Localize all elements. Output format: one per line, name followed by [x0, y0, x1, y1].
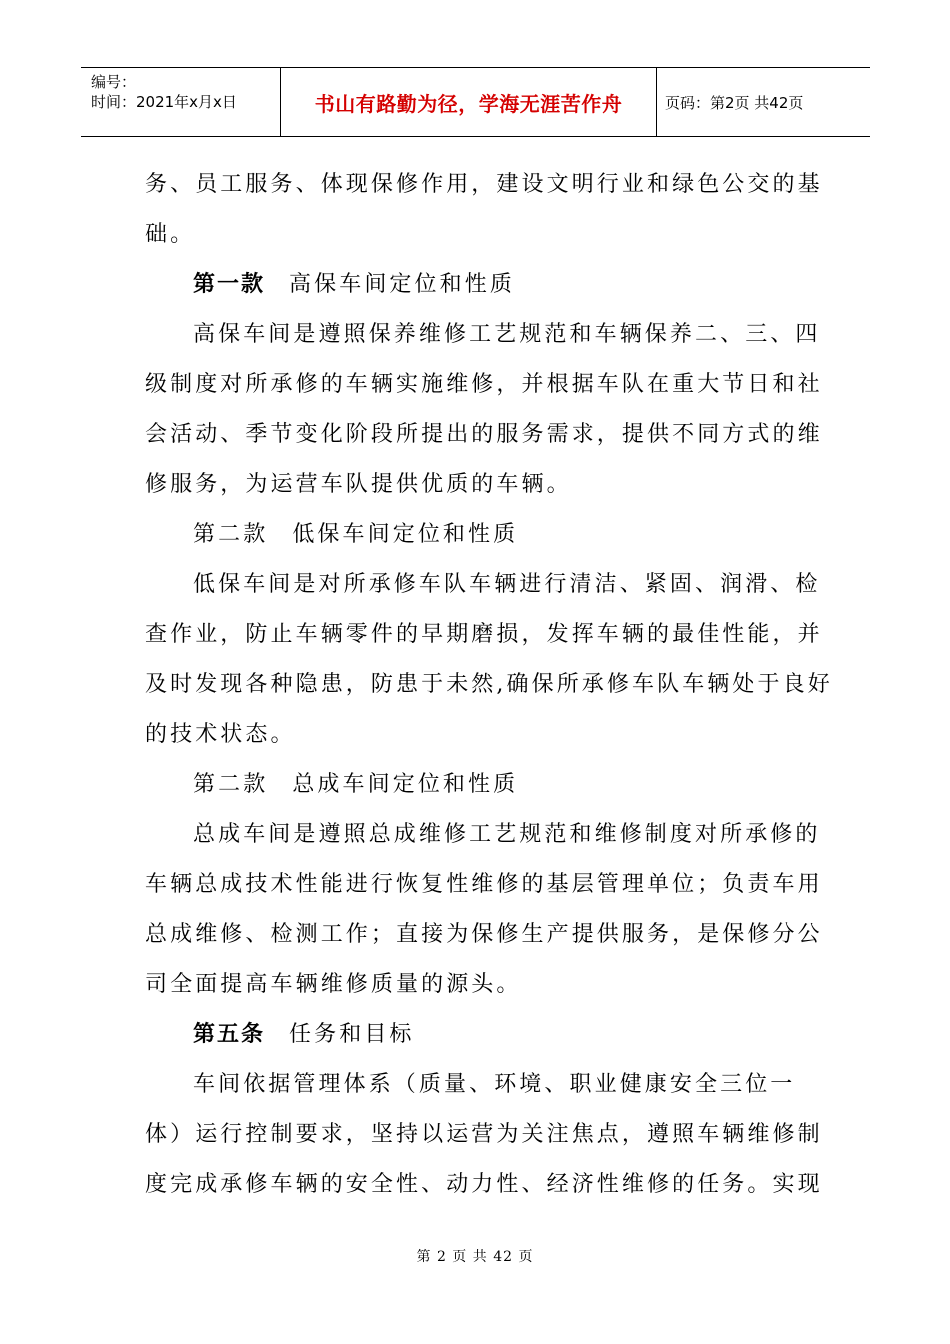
paragraph-line: 高保车间是遵照保养维修工艺规范和车辆保养二、三、四: [193, 322, 821, 347]
paragraph-line: 车间依据管理体系（质量、环境、职业健康安全三位一: [193, 1072, 796, 1097]
article-number: 第五条: [193, 1022, 266, 1047]
paragraph-line: 司全面提高车辆维修质量的源头。: [145, 972, 522, 997]
clause-title: 总成车间定位和性质: [292, 772, 519, 797]
header-page-info: 页码：第2页 共42页: [665, 93, 804, 112]
paragraph-line: 及时发现各种隐患，防患于未然,确保所承修车队车辆处于良好: [145, 672, 833, 697]
paragraph-line: 础。: [145, 222, 196, 247]
paragraph-line: 修服务，为运营车队提供优质的车辆。: [145, 472, 572, 497]
document-date: 时间：2021年x月x日: [91, 93, 237, 111]
clause-number: 第二款: [193, 772, 269, 797]
paragraph-line: 级制度对所承修的车辆实施维修，并根据车队在重大节日和社: [145, 372, 823, 397]
article-title: 任务和目标: [289, 1022, 415, 1047]
clause-heading: [145, 260, 805, 310]
paragraph-line: 会活动、季节变化阶段所提出的服务需求，提供不同方式的维: [145, 422, 823, 447]
article-heading: [145, 1010, 805, 1060]
page-header: [81, 67, 870, 137]
clause-heading: [145, 510, 805, 560]
clause-title: 低保车间定位和性质: [292, 522, 519, 547]
clause-number: 第二款: [193, 522, 269, 547]
document-body: [145, 160, 833, 1210]
paragraph-line: 车辆总成技术性能进行恢复性维修的基层管理单位；负责车用: [145, 872, 823, 897]
clause-title: 高保车间定位和性质: [289, 272, 515, 297]
paragraph-line: 体）运行控制要求，坚持以运营为关注焦点，遵照车辆维修制: [145, 1122, 823, 1147]
clause-heading: [145, 760, 805, 810]
paragraph-line: 度完成承修车辆的安全性、动力性、经济性维修的任务。实现: [145, 1172, 823, 1197]
header-motto: 书山有路勤为径，学海无涯苦作舟: [281, 68, 657, 136]
paragraph-line: 务、员工服务、体现保修作用，建设文明行业和绿色公交的基: [145, 172, 823, 197]
paragraph-line: 总成车间是遵照总成维修工艺规范和维修制度对所承修的: [193, 822, 821, 847]
header-meta: [81, 68, 281, 136]
paragraph-line: 总成维修、检测工作；直接为保修生产提供服务，是保修分公: [145, 922, 823, 947]
page-footer: 第 2 页 共 42 页: [416, 1249, 534, 1265]
paragraph-line: 查作业，防止车辆零件的早期磨损，发挥车辆的最佳性能，并: [145, 622, 823, 647]
document-number-label: 编号：: [91, 73, 137, 91]
paragraph-line: 的技术状态。: [145, 722, 296, 747]
paragraph-line: 低保车间是对所承修车队车辆进行清洁、紧固、润滑、检: [193, 572, 821, 597]
clause-number: 第一款: [193, 272, 266, 297]
